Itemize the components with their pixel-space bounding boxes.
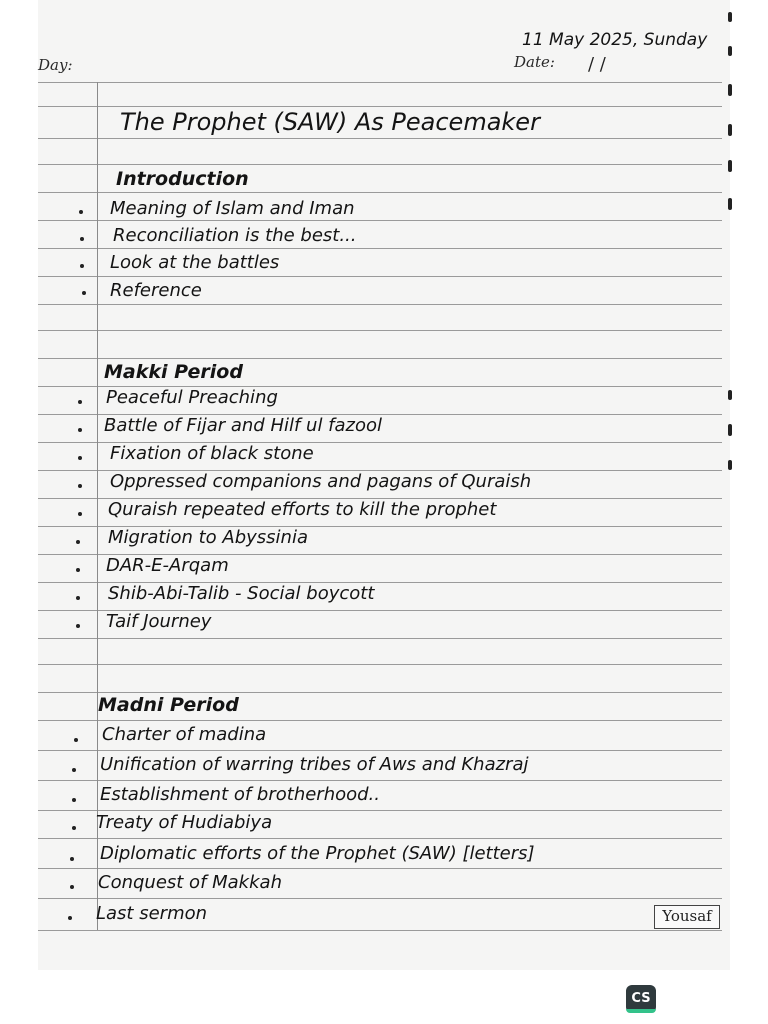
rule-line <box>38 930 722 931</box>
section-heading-madni-period: Madni Period <box>98 694 239 716</box>
bullet <box>78 456 82 460</box>
binding-mark <box>728 124 732 136</box>
bullet <box>78 512 82 516</box>
bullet <box>78 484 82 488</box>
list-item: Treaty of Hudiabiya <box>96 812 273 833</box>
binding-mark <box>728 160 732 172</box>
section-heading-introduction: Introduction <box>116 168 249 190</box>
bullet <box>79 210 83 214</box>
bullet <box>82 291 86 295</box>
handwritten-date: 11 May 2025, Sunday <box>522 30 708 50</box>
list-item: DAR-E-Arqam <box>106 555 229 576</box>
list-item: Peaceful Preaching <box>106 387 278 408</box>
list-item: Charter of madina <box>102 724 267 745</box>
rule-line <box>38 220 722 221</box>
list-item: Shib-Abi-Talib - Social boycott <box>108 583 375 604</box>
list-item: Last sermon <box>96 903 208 924</box>
binding-mark <box>728 198 732 210</box>
list-item: Diplomatic efforts of the Prophet (SAW) [letters] <box>100 843 535 864</box>
bullet <box>76 568 80 572</box>
bullet <box>72 826 76 830</box>
date-slashes: / / <box>588 54 606 75</box>
bullet <box>70 885 74 889</box>
rule-line <box>38 692 722 693</box>
bullet <box>76 596 80 600</box>
bullet <box>78 428 82 432</box>
binding-mark <box>728 424 732 436</box>
list-item: Taif Journey <box>106 611 212 632</box>
rule-line <box>38 164 722 165</box>
rule-line <box>38 868 722 869</box>
camscanner-logo-icon: CS <box>626 985 656 1013</box>
rule-line <box>38 810 722 811</box>
rule-line <box>38 106 722 107</box>
rule-line <box>38 720 722 721</box>
binding-mark <box>728 390 732 400</box>
rule-line <box>38 780 722 781</box>
bullet <box>72 768 76 772</box>
list-item: Meaning of Islam and Iman <box>110 198 355 219</box>
list-item: Migration to Abyssinia <box>108 527 308 548</box>
section-heading-makki-period: Makki Period <box>104 361 243 383</box>
list-item: Fixation of black stone <box>110 443 314 464</box>
list-item: Conquest of Makkah <box>98 872 282 893</box>
binding-mark <box>728 46 732 56</box>
list-item: Look at the battles <box>110 252 280 273</box>
bullet <box>72 798 76 802</box>
rule-line <box>38 750 722 751</box>
binding-mark <box>728 12 732 22</box>
rule-line <box>38 330 722 331</box>
bullet <box>68 916 72 920</box>
binding-mark <box>728 460 732 470</box>
rule-line <box>38 138 722 139</box>
bullet <box>70 857 74 861</box>
bullet <box>80 237 84 241</box>
list-item: Oppressed companions and pagans of Quraish <box>110 471 532 492</box>
rule-line <box>38 304 722 305</box>
rule-line <box>38 192 722 193</box>
list-item: Establishment of brotherhood.. <box>100 784 381 805</box>
brand-stamp: Yousaf <box>654 905 720 929</box>
bullet <box>76 540 80 544</box>
bullet <box>80 264 84 268</box>
day-label: Day: <box>38 56 73 74</box>
date-label: Date: <box>514 53 555 71</box>
list-item: Unification of warring tribes of Aws and Khazraj <box>100 754 529 775</box>
bullet <box>76 624 80 628</box>
rule-line <box>38 638 722 639</box>
list-item: Battle of Fijar and Hilf ul fazool <box>104 415 383 436</box>
list-item: Reconciliation is the best... <box>113 225 357 246</box>
rule-line <box>38 276 722 277</box>
margin-line <box>97 82 98 930</box>
binding-mark <box>728 84 732 96</box>
bullet <box>78 400 82 404</box>
page-title: The Prophet (SAW) As Peacemaker <box>120 108 540 136</box>
rule-line <box>38 358 722 359</box>
list-item: Quraish repeated efforts to kill the prophet <box>108 499 497 520</box>
bullet <box>74 738 78 742</box>
rule-line <box>38 898 722 899</box>
list-item: Reference <box>110 280 202 301</box>
rule-line <box>38 248 722 249</box>
rule-line <box>38 82 722 83</box>
rule-line <box>38 838 722 839</box>
rule-line <box>38 664 722 665</box>
